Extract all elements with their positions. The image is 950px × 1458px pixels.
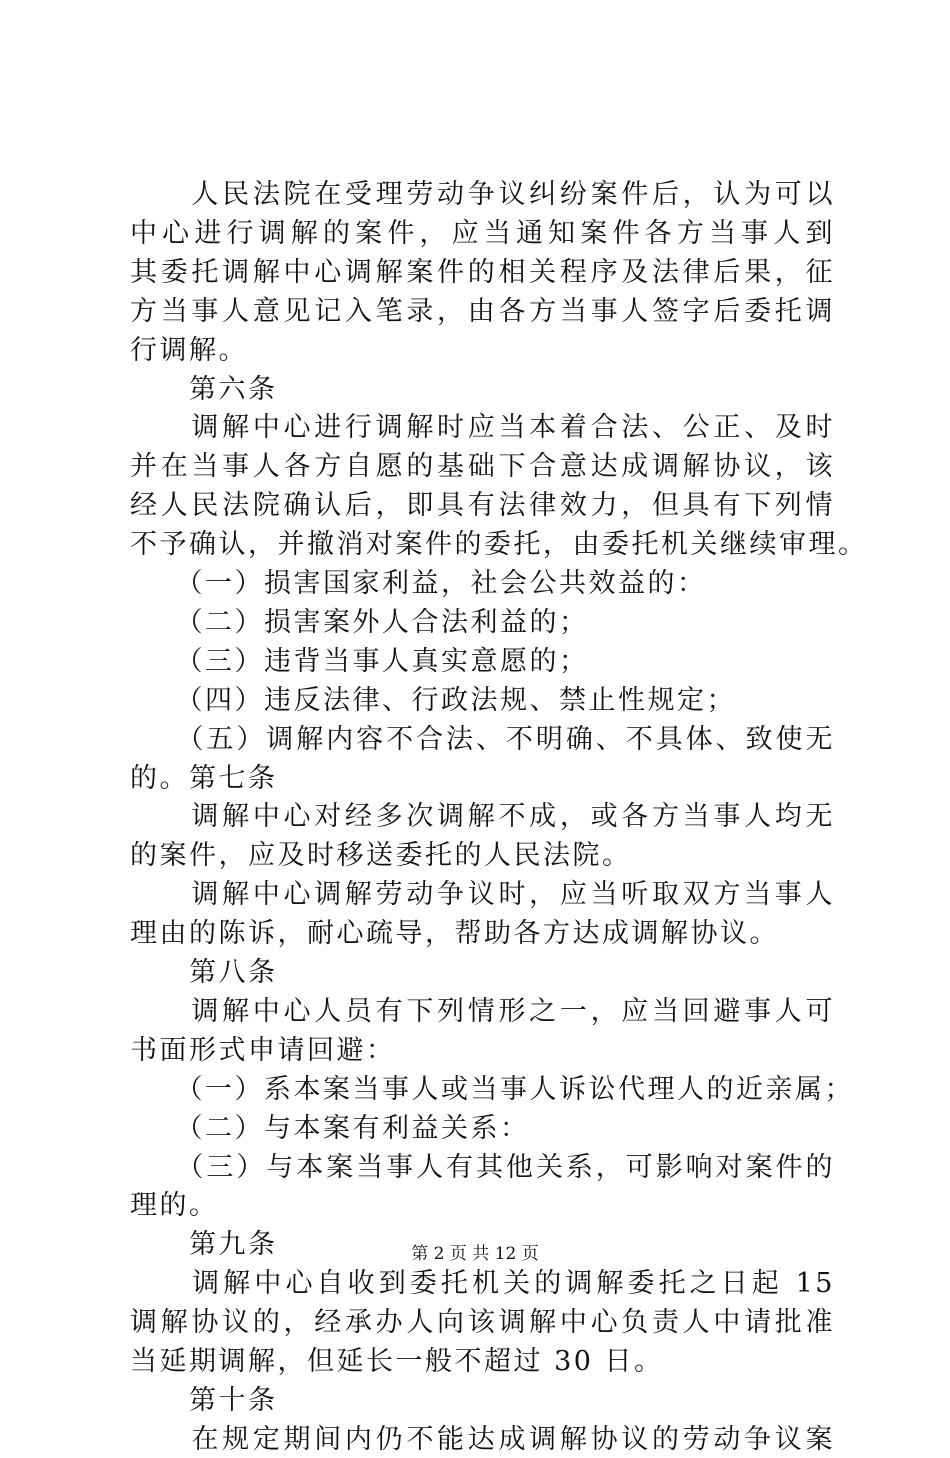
text-line: 的。第七条 [130,762,278,794]
text-line: 调解中心人员有下列情形之一，应当回避事人可 [191,995,835,1027]
text-line: 其委托调解中心调解案件的相关程序及法律后果，征 [130,256,835,288]
text-line: （四）违反法律、行政法规、禁止性规定； [130,684,736,716]
text-line: （二）损害案外人合法利益的； [130,606,589,638]
text-line: （三）与本案当事人有其他关系，可影响对案件的 [189,1151,835,1183]
text-line: （五）调解内容不合法、不明确、不具体、致使无 [189,723,835,755]
page-footer: 第 2 页 共 12 页 [411,1244,539,1264]
text-line: 书面形式申请回避： [130,1034,396,1066]
text-line: 调解中心调解劳动争议时，应当听取双方当事人 [191,879,835,911]
text-line: （二）与本案有利益关系： [130,1112,530,1144]
text-line: 调解协议的，经承办人向该调解中心负责人中请批准 [130,1307,835,1339]
text-line: （一）损害国家利益，社会公共效益的： [130,568,707,599]
text-line: （三）违背当事人真实意愿的； [130,645,589,677]
text-line: 方当事人意见记入笔录，由各方当事人签字后委托调 [130,295,835,327]
text-line: 经人民法院确认后，即具有法律效力，但具有下列情 [130,490,835,522]
text-line: 在规定期间内仍不能达成调解协议的劳动争议案 [191,1423,835,1455]
text-line: 理的。 [130,1190,219,1222]
text-line: 理由的陈诉，耐心疏导，帮助各方达成调解协议。 [130,918,779,950]
text-line: 中心进行调解的案件，应当通知案件各方当事人到 [130,217,835,249]
text-line: 第六条 [130,373,278,405]
text-line: 第十条 [130,1384,278,1416]
text-line: 人民法院在受理劳动争议纠纷案件后，认为可以 [191,179,835,210]
text-line: 第九条 [130,1229,278,1261]
text-line: 调解中心进行调解时应当本着合法、公正、及时 [191,412,835,444]
text-line: 第八条 [130,957,278,988]
text-line: 调解中心对经多次调解不成，或各方当事人均无 [191,801,835,833]
text-line: （一）系本案当事人或当事人诉讼代理人的近亲属； [130,1073,854,1105]
text-line: 行调解。 [130,334,248,366]
text-line: 不予确认，并撤消对案件的委托，由委托机关继续审理。 [130,529,868,561]
text-line: 并在当事人各方自愿的基础下合意达成调解协议，该 [130,451,835,483]
text-line: 当延期调解，但延长一般不超过 30 日。 [130,1346,664,1377]
text-line: 的案件，应及时移送委托的人民法院。 [130,840,632,872]
text-line: 调解中心自收到委托机关的调解委托之日起 15 [192,1268,835,1300]
